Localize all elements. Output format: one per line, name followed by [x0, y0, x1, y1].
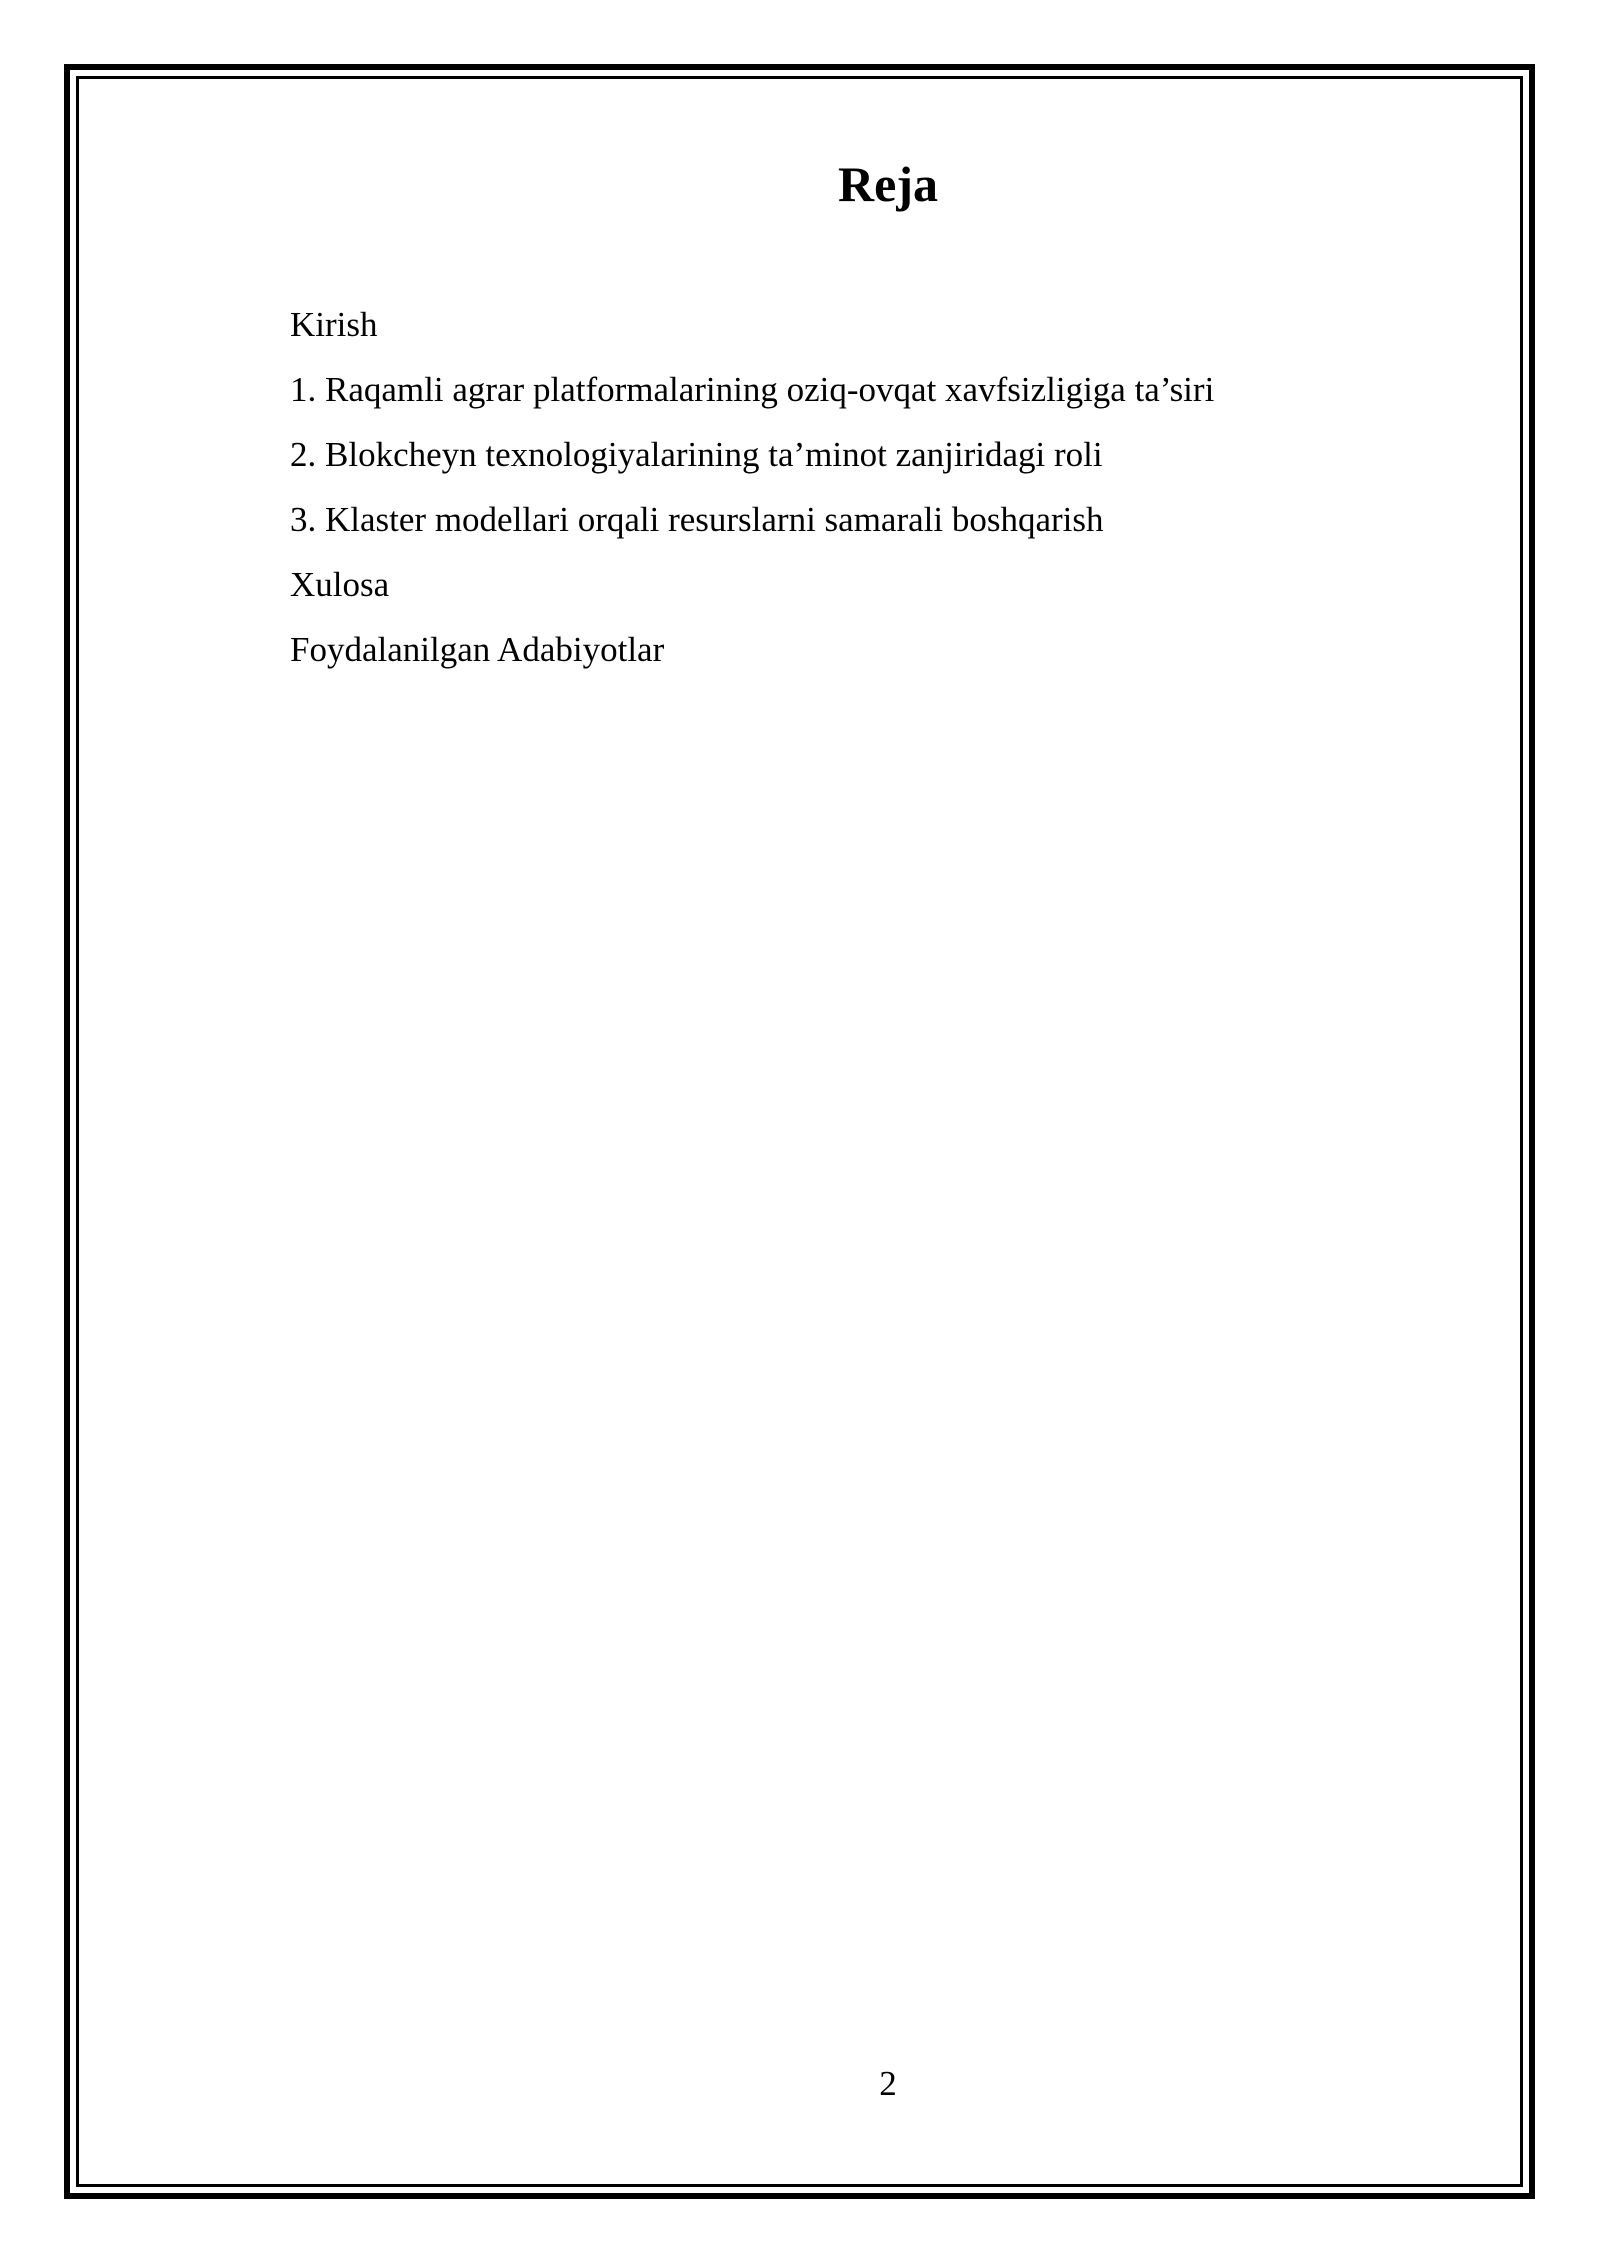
- contents-item-3: 3. Klaster modellari orqali resurslarni samarali boshqarish: [290, 500, 1104, 539]
- contents-item-conclusion: Xulosa: [290, 565, 390, 604]
- contents-item-introduction: Kirish: [290, 305, 378, 344]
- table-of-contents: [290, 292, 1214, 682]
- contents-item-2: 2. Blokcheyn texnologiyalarining ta’minot zanjiridagi roli: [290, 435, 1103, 474]
- page-number: 2: [879, 2064, 897, 2103]
- page-title: Reja: [838, 156, 938, 212]
- contents-item-references: Foydalanilgan Adabiyotlar: [290, 630, 665, 669]
- contents-item-1: 1. Raqamli agrar platformalarining oziq-ovqat xavfsizligiga ta’siri: [290, 370, 1215, 409]
